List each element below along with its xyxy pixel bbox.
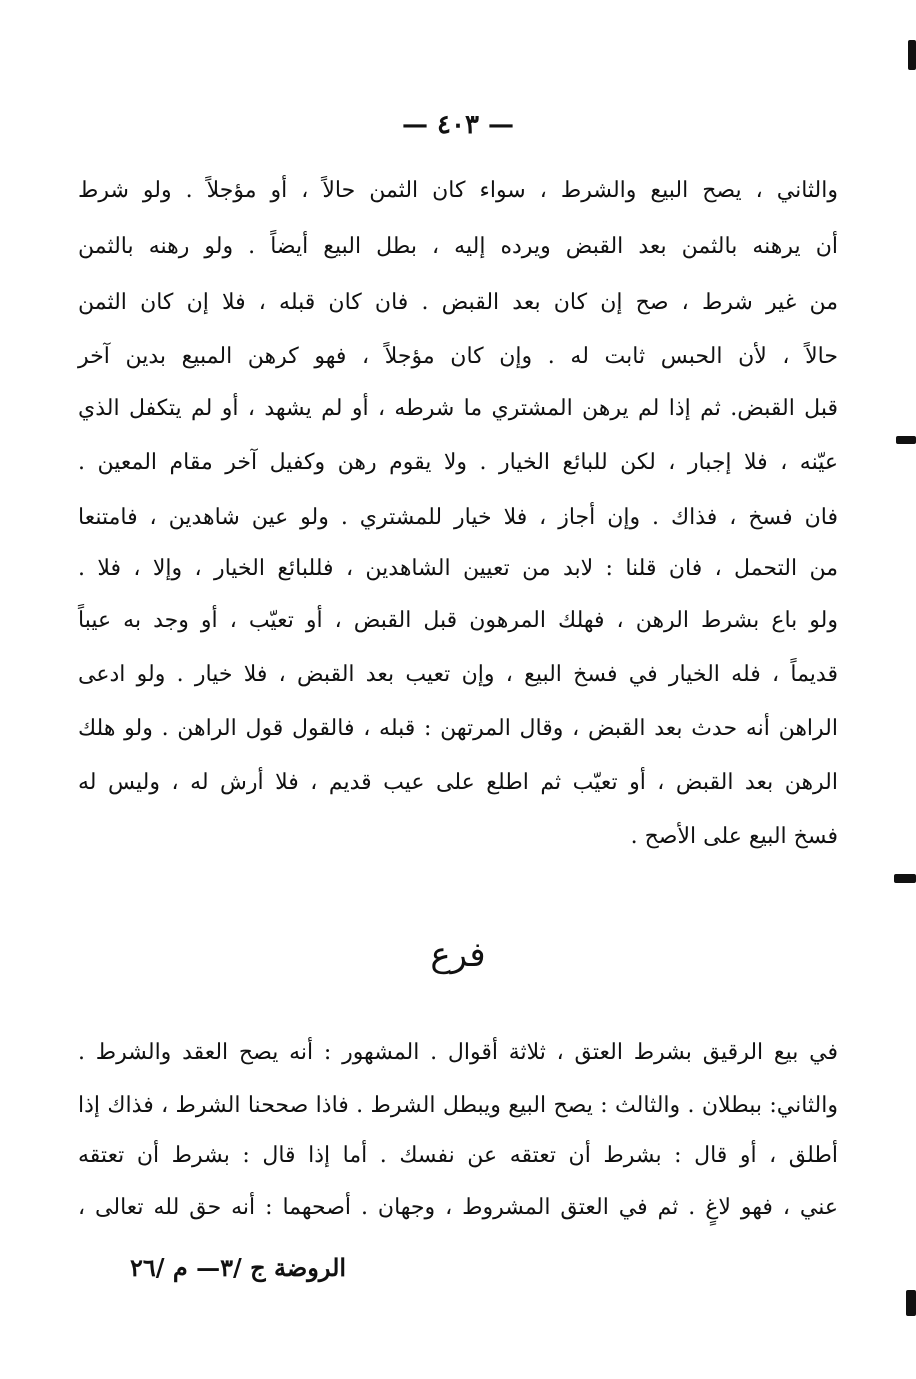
paragraph1-line-13: فسخ البيع على الأصح .: [630, 824, 838, 849]
margin-mark-lower: [894, 874, 916, 883]
paragraph1-line-12: الرهن بعد القبض ، أو تعيّب ثم اطلع على عيب قديم ، فلا أرش له ، وليس له: [78, 770, 838, 795]
paragraph1-line-3: من غير شرط ، صح إن كان بعد القبض . فان كان قبله ، فلا إن كان الثمن: [78, 290, 838, 315]
paragraph2-line-2: والثاني: ببطلان . والثالث : يصح البيع ويبطل الشرط . فاذا صححنا الشرط ، فذاك إذا: [78, 1093, 838, 1118]
paragraph2-line-4: عني ، فهو لاغٍ . ثم في العتق المشروط ، وجهان . أصحهما : أنه حق لله تعالى ،: [78, 1195, 838, 1220]
margin-mark-bottom: [906, 1290, 916, 1316]
section-heading: فرع: [430, 935, 486, 975]
paragraph1-line-6: عيّنه ، فلا إجبار ، لكن للبائع الخيار . ولا يقوم رهن وكفيل آخر مقام المعين .: [78, 450, 838, 475]
paragraph1-line-4: حالاً ، لأن الحبس ثابت له . وإن كان مؤجلاً ، فهو كرهن المبيع بدين آخر: [78, 344, 838, 369]
paragraph1-line-1: والثاني ، يصح البيع والشرط ، سواء كان الثمن حالاً ، أو مؤجلاً . ولو شرط: [78, 178, 838, 203]
paragraph1-line-5: قبل القبض. ثم إذا لم يرهن المشتري ما شرطه ، أو لم يشهد ، أو لم يتكفل الذي: [78, 396, 838, 421]
paragraph2-line-3: أطلق ، أو قال : بشرط أن تعتقه عن نفسك . أما إذا قال : بشرط أن تعتقه: [78, 1143, 838, 1168]
paragraph1-line-11: الراهن أنه حدث بعد القبض ، وقال المرتهن : قبله ، فالقول قول الراهن . ولو هلك: [78, 716, 838, 741]
paragraph1-line-10: قديماً ، فله الخيار في فسخ البيع ، وإن تعيب بعد القبض ، فلا خيار . ولو ادعى: [78, 662, 838, 687]
paragraph1-line-7: فان فسخ ، فذاك . وإن أجاز ، فلا خيار للمشتري . ولو عين شاهدين ، فامتنعا: [78, 505, 838, 530]
footer-signature: الروضة ج /٣— م /٢٦: [130, 1253, 347, 1282]
paragraph2-line-1: في بيع الرقيق بشرط العتق ، ثلاثة أقوال . المشهور : أنه يصح العقد والشرط .: [78, 1040, 838, 1065]
paragraph1-line-2: أن يرهنه بالثمن بعد القبض ويرده إليه ، بطل البيع أيضاً . ولو رهنه بالثمن: [78, 234, 838, 259]
paragraph1-line-8: من التحمل ، فان قلنا : لابد من تعيين الشاهدين ، فللبائع الخيار ، وإلا ، فلا .: [78, 556, 838, 581]
margin-mark-middle: [896, 436, 916, 444]
margin-mark-top: [908, 40, 916, 70]
page-number: — ٤٠٣ —: [401, 110, 515, 140]
paragraph1-line-9: ولو باع بشرط الرهن ، فهلك المرهون قبل القبض ، أو تعيّب ، أو وجد به عيباً: [78, 608, 838, 633]
